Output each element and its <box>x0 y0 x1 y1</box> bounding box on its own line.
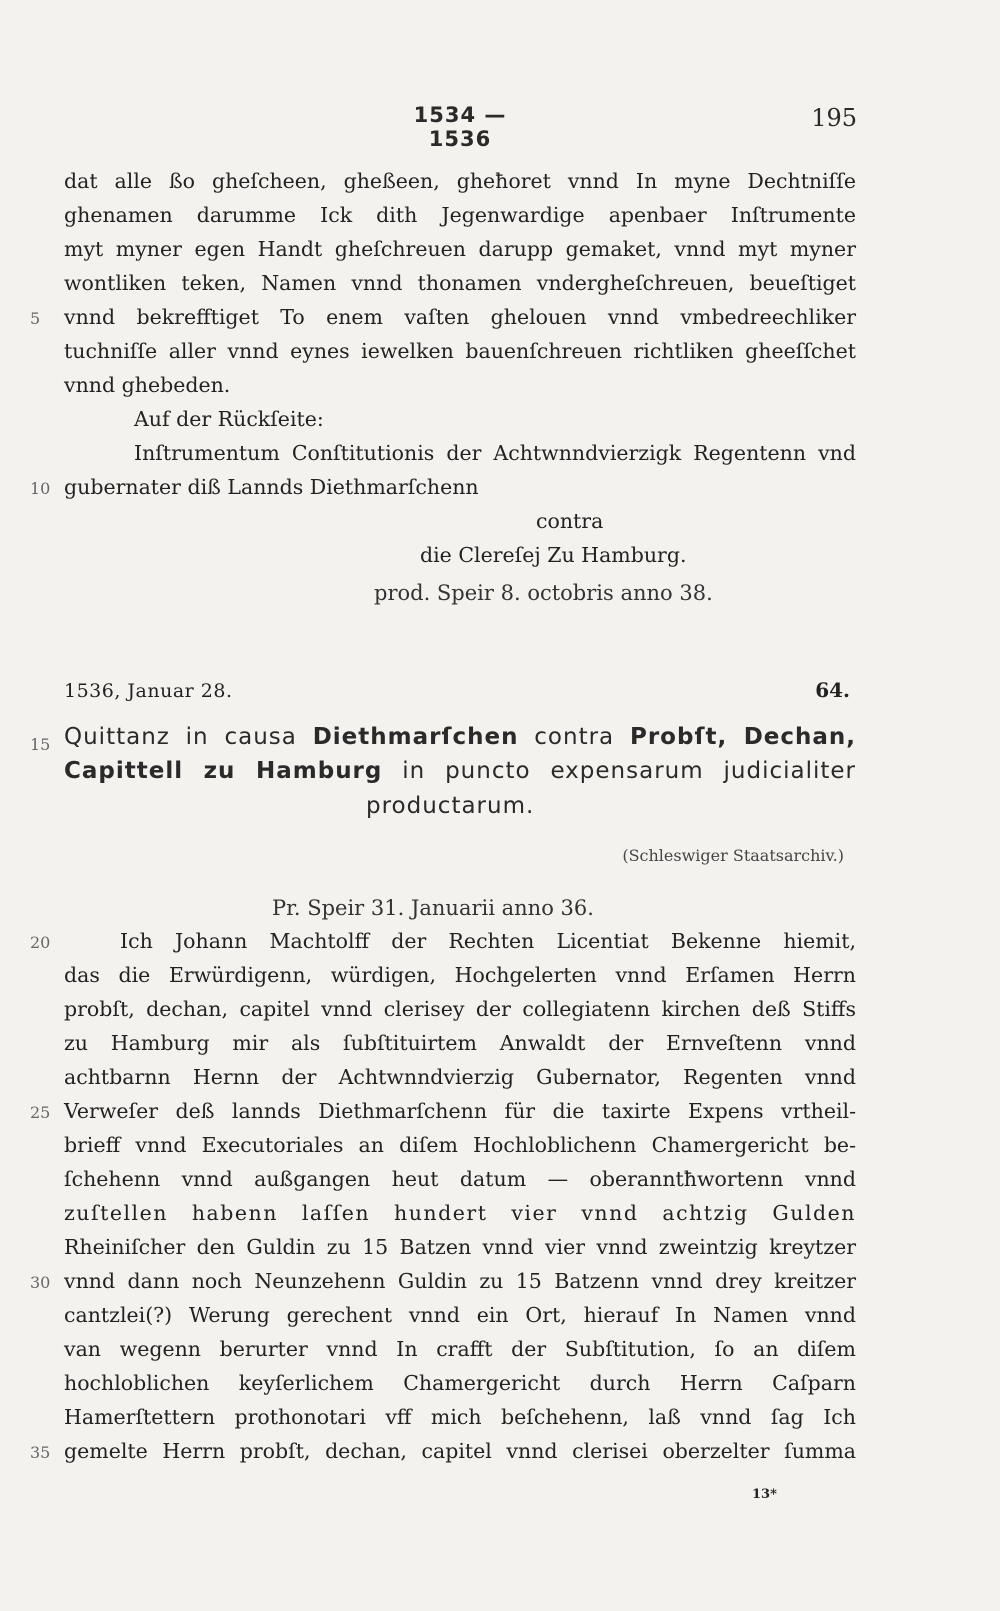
text-line: wontliken teken, Namen vnnd thonamen vndergheſchreuen, beueſtiget <box>64 271 856 295</box>
line-number: 20 <box>30 933 51 952</box>
text-line: Ich Johann Machtolff der Rechten Licentiat Bekenne hiemit, <box>120 929 856 953</box>
title-fragment: Probſt, Dechan, <box>629 724 857 750</box>
document-title-line-1 <box>64 724 856 750</box>
document-title-line-2 <box>64 758 856 784</box>
title-fragment: Quittanz in causa <box>64 724 297 750</box>
text-line: vnnd ghebeden. <box>64 373 231 397</box>
text-line: Inſtrumentum Conſtitutionis der Achtwnndvierzigk Regentenn vnd <box>134 441 856 465</box>
line-number: 25 <box>30 1103 51 1122</box>
document-date: 1536, Januar 28. <box>64 680 233 702</box>
line-number: 15 <box>30 735 51 754</box>
text-line: vnnd bekrefftiget To enem vaſten ghelouen vnnd vmbedreechliker <box>64 305 856 329</box>
text-line: probſt, dechan, capitel vnnd clerisey der collegiatenn kirchen deß Stiffs <box>64 997 856 1021</box>
document-title-line-3: productarum. <box>366 793 535 819</box>
line-number: 10 <box>30 479 51 498</box>
pr-line: Pr. Speir 31. Januarii anno 36. <box>272 896 594 920</box>
reverse-side-label: Auf der Rückſeite: <box>134 407 324 431</box>
text-line: cantzlei(?) Werung gerechent vnnd ein Ort, hierauf In Namen vnnd <box>64 1303 856 1327</box>
text-line: van wegenn berurter vnnd In crafft der Subſtitution, ſo an diſem <box>64 1337 856 1361</box>
line-number: 30 <box>30 1273 51 1292</box>
header-year-range: 1534 — 1536 <box>413 103 507 151</box>
text-line: Verweſer deß lannds Diethmarſchenn für die taxirte Expens vrtheil- <box>64 1099 856 1123</box>
text-line: zu Hamburg mir als ſubſtituirtem Anwaldt der Ernveſtenn vnnd <box>64 1031 856 1055</box>
title-fragment: in puncto expensarum judicialiter <box>402 758 856 784</box>
line-number: 35 <box>30 1443 51 1462</box>
text-line: gemelte Herrn probſt, dechan, capitel vnnd clerisei oberzelter ſumma <box>64 1439 856 1463</box>
signature-mark: 13* <box>752 1487 777 1502</box>
text-line: achtbarnn Hernn der Achtwnndvierzig Gubernator, Regenten vnnd <box>64 1065 856 1089</box>
text-line: brieff vnnd Executoriales an diſem Hochloblichenn Chamergericht be- <box>64 1133 856 1157</box>
title-fragment: contra <box>534 724 615 750</box>
text-line: zuſtellen habenn laſſen hundert vier vnnd achtzig Gulden <box>64 1201 856 1225</box>
line-number: 5 <box>30 309 41 328</box>
title-fragment: Diethmarſchen <box>312 724 519 750</box>
text-line: vnnd dann noch Neunzehenn Guldin zu 15 Batzenn vnnd drey kreitzer <box>64 1269 856 1293</box>
contra-label: contra <box>536 509 604 533</box>
text-line: ghenamen darumme Ick dith Jegenwardige apenbaer Inſtrumente <box>64 203 856 227</box>
text-line: hochloblichen keyſerlichem Chamergericht durch Herrn Caſparn <box>64 1371 856 1395</box>
text-line: ſchehenn vnnd außgangen heut datum — oberanntħwortenn vnnd <box>64 1167 856 1191</box>
text-line: gubernater diß Lannds Diethmarſchenn <box>64 475 479 499</box>
page-number: 195 <box>811 104 857 132</box>
text-line: Rheiniſcher den Guldin zu 15 Batzen vnnd vier vnnd zweintzig kreytzer <box>64 1235 856 1259</box>
title-fragment: Capittell zu Hamburg <box>64 758 383 784</box>
text-line: myt myner egen Handt gheſchreuen darupp gemaket, vnnd myt myner <box>64 237 856 261</box>
prod-line: prod. Speir 8. octobris anno 38. <box>374 581 713 605</box>
clergy-line: die Clereſej Zu Hamburg. <box>420 543 687 567</box>
text-line: Hamerſtettern prothonotari vff mich beſchehenn, laß vnnd ſag Ich <box>64 1405 856 1429</box>
text-line: dat alle ßo gheſcheen, gheßeen, gheħoret vnnd In myne Dechtniſſe <box>64 169 856 193</box>
text-line: das die Erwürdigenn, würdigen, Hochgelerten vnnd Erſamen Herrn <box>64 963 856 987</box>
text-line: tuchniſſe aller vnnd eynes iewelken bauenſchreuen richtliken gheeſſchet <box>64 339 856 363</box>
document-number: 64. <box>815 678 850 702</box>
source-note: (Schleswiger Staatsarchiv.) <box>622 846 844 865</box>
